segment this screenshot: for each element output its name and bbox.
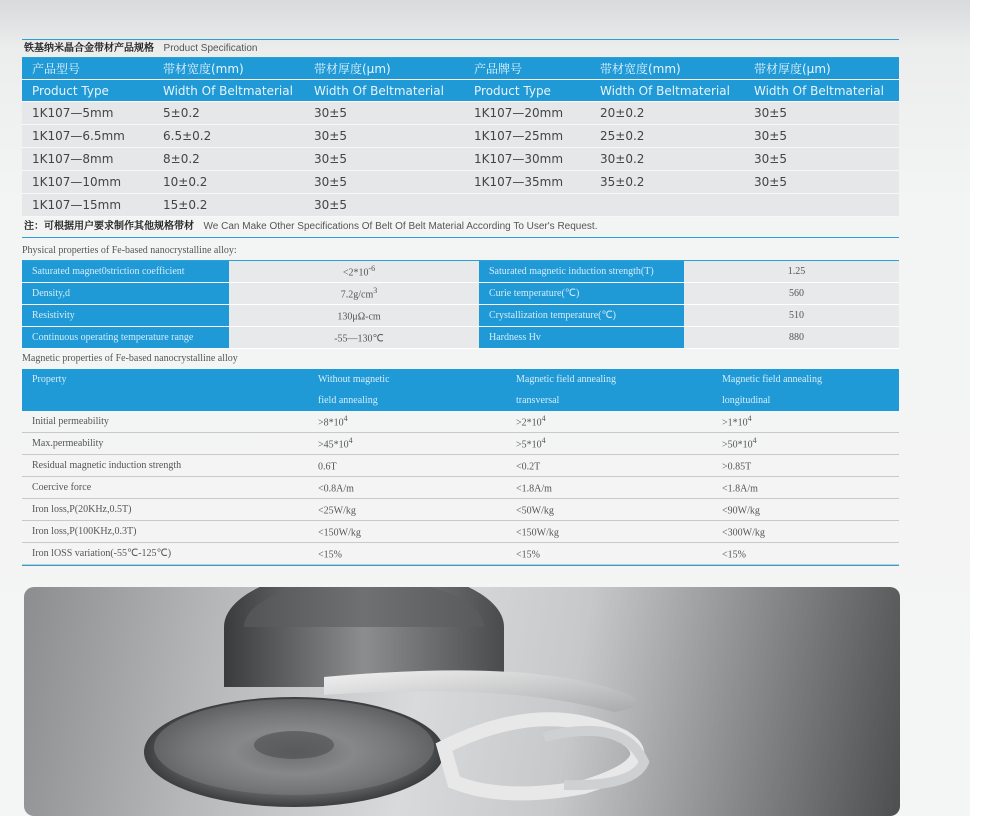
spec-cell: 30±5 — [744, 148, 899, 171]
spec-cell — [744, 194, 899, 217]
spec-header-cell: 带材厚度(μm) — [304, 58, 464, 80]
table-row — [22, 283, 899, 305]
magnetic-title — [22, 349, 899, 369]
property-value — [308, 543, 506, 565]
value-text: <50W/kg — [516, 505, 554, 517]
property-name: Iron loss,P(100KHz,0.3T) — [22, 521, 308, 543]
property-value — [308, 499, 506, 521]
value-text: <15% — [722, 549, 746, 561]
spec-cell: 30±5 — [304, 171, 464, 194]
property-value — [712, 543, 899, 565]
value-text: 0.6T — [318, 461, 337, 473]
spec-cell: 30±0.2 — [590, 148, 744, 171]
spec-note-cn: 注：可根据用户要求制作其他规格带材 — [24, 221, 194, 232]
value-text: >0.85T — [722, 461, 752, 473]
property-value — [712, 499, 899, 521]
spec-cell: 15±0.2 — [153, 194, 304, 217]
divider — [22, 565, 899, 566]
spec-cell: 10±0.2 — [153, 171, 304, 194]
property-value — [506, 477, 712, 499]
spec-cell: 1K107—5mm — [22, 102, 153, 125]
spec-cell: 30±5 — [304, 102, 464, 125]
spec-title — [22, 40, 899, 57]
physical-section — [22, 241, 899, 349]
amorphous-ribbon-coils-image — [24, 587, 900, 816]
spec-header-cell: 产品牌号 — [464, 58, 590, 80]
table-row — [22, 171, 899, 194]
spec-cell: 8±0.2 — [153, 148, 304, 171]
magnetic-header-cell: Magnetic field annealing — [506, 369, 712, 390]
value-text: <300W/kg — [722, 527, 765, 539]
property-name: Iron lOSS variation(-55℃-125℃) — [22, 543, 308, 565]
spec-cell: 1K107—25mm — [464, 125, 590, 148]
spec-cell: 1K107—6.5mm — [22, 125, 153, 148]
property-value — [308, 455, 506, 477]
magnetic-header-cell: Without magnetic — [308, 369, 506, 390]
value-text: 7.2g/cm — [340, 289, 374, 301]
value-exponent: 4 — [541, 414, 546, 424]
spec-header-cell: Width Of Beltmaterial — [744, 80, 899, 102]
property-value — [229, 327, 479, 349]
spec-header-cell: 带材宽度(mm) — [590, 58, 744, 80]
property-value — [308, 411, 506, 433]
spec-cell: 1K107—15mm — [22, 194, 153, 217]
value-text: <2*10 — [342, 267, 369, 279]
magnetic-header-cell: Property — [22, 369, 308, 390]
property-name: Coercive force — [22, 477, 308, 499]
property-value — [308, 521, 506, 543]
value-exponent: 4 — [348, 436, 353, 446]
spec-header-cell: 带材厚度(μm) — [744, 58, 899, 80]
spec-note — [22, 217, 899, 238]
magnetic-header-cell — [22, 390, 308, 411]
spec-header-cell: Width Of Beltmaterial — [153, 80, 304, 102]
property-name: Initial permeability — [22, 411, 308, 433]
property-value — [712, 521, 899, 543]
value-exponent: 4 — [752, 436, 757, 446]
property-value — [308, 477, 506, 499]
spec-header-row — [22, 58, 899, 80]
table-row — [22, 261, 899, 283]
spec-cell: 35±0.2 — [590, 171, 744, 194]
magnetic-table — [22, 369, 899, 565]
magnetic-header-row — [22, 369, 899, 390]
value-text: >2*10 — [516, 417, 542, 429]
value-exponent: 3 — [373, 286, 378, 296]
spec-cell: 5±0.2 — [153, 102, 304, 125]
table-row — [22, 148, 899, 171]
value-text: >5*10 — [516, 439, 542, 451]
spec-cell: 1K107—35mm — [464, 171, 590, 194]
table-row — [22, 543, 899, 565]
spec-cell — [464, 194, 590, 217]
value-text: >8*10 — [318, 417, 344, 429]
property-value — [712, 433, 899, 455]
spec-cell: 6.5±0.2 — [153, 125, 304, 148]
property-name: Density,d — [22, 283, 229, 305]
table-row — [22, 305, 899, 327]
value-exponent: 4 — [747, 414, 752, 424]
table-row — [22, 455, 899, 477]
spec-title-en: Product Specification — [163, 43, 258, 54]
physical-title-text: Physical properties of Fe-based nanocrystalline alloy: — [22, 245, 237, 256]
magnetic-header-cell: transversal — [506, 390, 712, 411]
property-value — [506, 433, 712, 455]
value-text: <90W/kg — [722, 505, 760, 517]
property-value — [712, 455, 899, 477]
property-name: Saturated magnet0striction coefficient — [22, 261, 229, 283]
property-value — [712, 411, 899, 433]
page-margin — [970, 0, 982, 816]
magnetic-header-cell: Magnetic field annealing — [712, 369, 899, 390]
property-value — [506, 521, 712, 543]
magnetic-section — [22, 349, 899, 566]
magnetic-header-cell: longitudinal — [712, 390, 899, 411]
value-text: <0.2T — [516, 461, 541, 473]
spec-cell: 30±5 — [304, 125, 464, 148]
value-text: <150W/kg — [516, 527, 559, 539]
spec-cell: 1K107—20mm — [464, 102, 590, 125]
property-name: Curie temperature(℃) — [479, 283, 684, 305]
value-text: >50*10 — [722, 439, 753, 451]
property-value — [229, 283, 479, 305]
property-name: Saturated magnetic induction strength(T) — [479, 261, 684, 283]
spec-table — [22, 58, 899, 217]
property-name: Resistivity — [22, 305, 229, 327]
spec-header-cell: 产品型号 — [22, 58, 153, 80]
spec-cell: 1K107—10mm — [22, 171, 153, 194]
value-text: -55—130℃ — [334, 333, 384, 345]
physical-table — [22, 261, 899, 349]
property-name: Max.permeability — [22, 433, 308, 455]
property-name: Continuous operating temperature range — [22, 327, 229, 349]
value-text: <150W/kg — [318, 527, 361, 539]
magnetic-header-cell: field annealing — [308, 390, 506, 411]
spec-cell: 20±0.2 — [590, 102, 744, 125]
spec-cell: 30±5 — [744, 171, 899, 194]
spec-header-cell: Product Type — [22, 80, 153, 102]
spec-title-cn: 铁基纳米晶合金带材产品规格 — [24, 43, 154, 54]
table-row — [22, 521, 899, 543]
value-text: <15% — [318, 549, 342, 561]
property-name: Hardness Hv — [479, 327, 684, 349]
table-row — [22, 125, 899, 148]
spec-cell: 30±5 — [304, 148, 464, 171]
value-text: <1.8A/m — [516, 483, 552, 495]
property-value: 880 — [684, 327, 899, 349]
value-exponent: -6 — [368, 264, 376, 274]
property-value — [229, 305, 479, 327]
property-value — [506, 455, 712, 477]
property-value — [506, 411, 712, 433]
property-name: Residual magnetic induction strength — [22, 455, 308, 477]
spec-header-cell: 带材宽度(mm) — [153, 58, 304, 80]
table-row — [22, 433, 899, 455]
value-exponent: 4 — [541, 436, 546, 446]
spec-note-en: We Can Make Other Specifications Of Belt Of Belt Material According To User's Request. — [203, 221, 598, 232]
property-value — [506, 543, 712, 565]
value-text: 130μΩ-cm — [337, 311, 381, 323]
table-row — [22, 411, 899, 433]
spec-cell: 25±0.2 — [590, 125, 744, 148]
magnetic-header-row — [22, 390, 899, 411]
table-row — [22, 499, 899, 521]
spec-header-row — [22, 80, 899, 102]
product-photo — [24, 587, 900, 816]
value-exponent: 4 — [343, 414, 348, 424]
spec-cell: 30±5 — [744, 102, 899, 125]
spec-cell: 1K107—8mm — [22, 148, 153, 171]
spec-cell: 1K107—30mm — [464, 148, 590, 171]
value-text: <15% — [516, 549, 540, 561]
value-text: <1.8A/m — [722, 483, 758, 495]
table-row — [22, 327, 899, 349]
value-text: <0.8A/m — [318, 483, 354, 495]
physical-title — [22, 241, 899, 261]
property-value: 560 — [684, 283, 899, 305]
property-value: 510 — [684, 305, 899, 327]
property-name: Iron loss,P(20KHz,0.5T) — [22, 499, 308, 521]
magnetic-title-text: Magnetic properties of Fe-based nanocrystalline alloy — [22, 353, 238, 364]
property-value — [506, 499, 712, 521]
value-text: >45*10 — [318, 439, 349, 451]
property-value — [229, 261, 479, 283]
property-value — [308, 433, 506, 455]
spec-cell: 30±5 — [744, 125, 899, 148]
spec-section — [22, 39, 899, 238]
spec-header-cell: Width Of Beltmaterial — [304, 80, 464, 102]
value-text: <25W/kg — [318, 505, 356, 517]
table-row — [22, 477, 899, 499]
spec-header-cell: Width Of Beltmaterial — [590, 80, 744, 102]
spec-cell: 30±5 — [304, 194, 464, 217]
property-name: Crystallization temperature(℃) — [479, 305, 684, 327]
spec-cell — [590, 194, 744, 217]
table-row — [22, 102, 899, 125]
spec-header-cell: Product Type — [464, 80, 590, 102]
property-value — [712, 477, 899, 499]
property-value: 1.25 — [684, 261, 899, 283]
table-row — [22, 194, 899, 217]
value-text: >1*10 — [722, 417, 748, 429]
